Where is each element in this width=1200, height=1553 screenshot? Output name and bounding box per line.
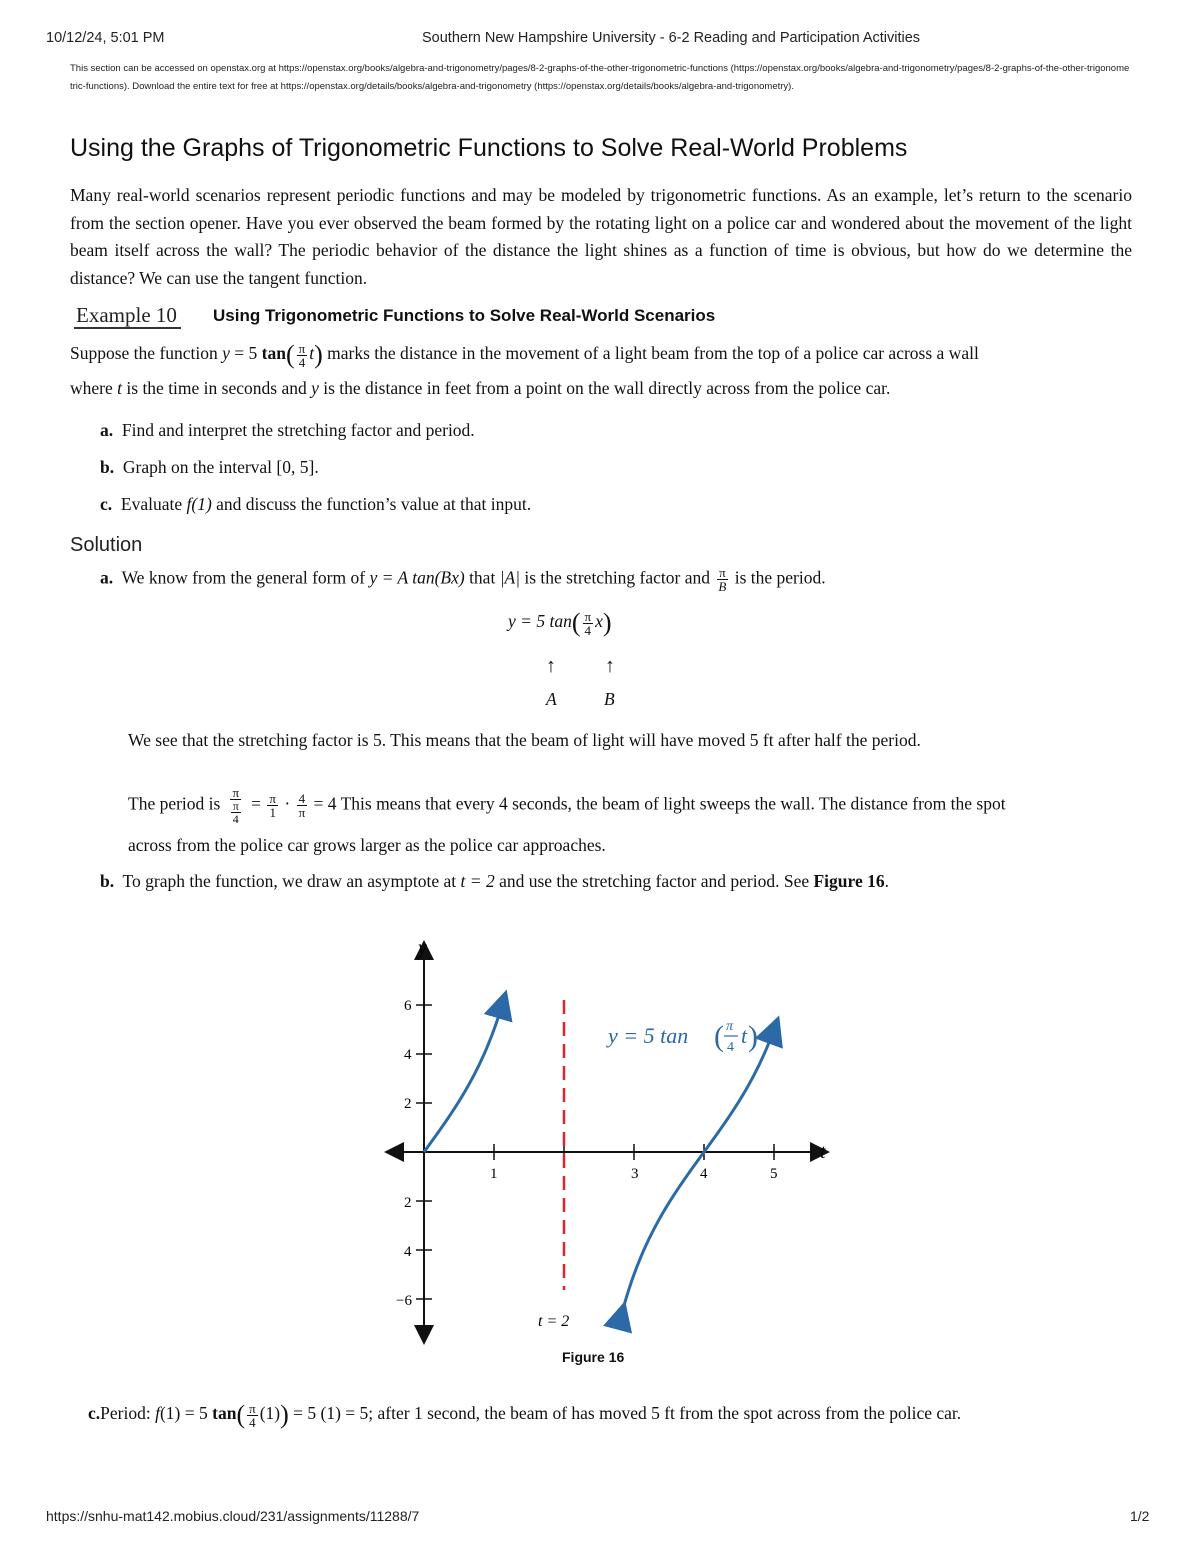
period-line-2: across from the police car grows larger as the police car approaches. bbox=[128, 835, 606, 855]
arrow-A-icon: ↑ bbox=[546, 655, 556, 677]
solution-b-end: . bbox=[884, 871, 889, 891]
period-prefix: The period is bbox=[128, 793, 221, 814]
figure-link[interactable]: Figure 16 bbox=[813, 871, 885, 891]
solution-b-asym: t = 2 bbox=[460, 871, 495, 891]
period-text: This means that every 4 seconds, the beam of light sweeps the wall. The distance from the spot bbox=[340, 793, 1006, 814]
problem-end: is the distance in feet from a point on the wall directly across from the police car. bbox=[323, 378, 891, 398]
asymptote-label: t = 2 bbox=[538, 1313, 570, 1330]
problem-text-after: marks the distance in the movement of a light beam from the top of a police car across a wall bbox=[327, 343, 979, 364]
x-tick-label: 5 bbox=[770, 1166, 778, 1182]
x-tick-label: 3 bbox=[631, 1166, 639, 1182]
y-tick-label: 6 bbox=[404, 998, 412, 1014]
solution-c-end: ft from the spot across from the police car. bbox=[664, 1403, 962, 1424]
footer-url[interactable]: https://snhu-mat142.mobius.cloud/231/assignments/11288/7 bbox=[46, 1508, 420, 1524]
solution-heading: Solution bbox=[70, 534, 143, 556]
y-tick-label: 4 bbox=[404, 1244, 412, 1260]
solution-c-label: c. bbox=[88, 1403, 101, 1424]
item-c-rest: and discuss the function’s value at that input. bbox=[216, 494, 532, 514]
solution-b bbox=[100, 871, 889, 892]
tangent-branch-1 bbox=[424, 1004, 502, 1152]
page-title: Using the Graphs of Trigonometric Functions to Solve Real-World Problems bbox=[70, 134, 908, 162]
problem-where: where bbox=[70, 378, 113, 398]
item-b-interval: [0, 5]. bbox=[276, 457, 319, 477]
solution-a: a. We know from the general form of y = A tan(Bx) that |A| is the stretching factor and $\frac{\pi}{B}$ is the period. bbox=[100, 565, 826, 594]
solution-a-text3: is the stretching factor and bbox=[524, 567, 711, 588]
equation-four: 4 bbox=[727, 1040, 734, 1055]
arrow-B-icon: ↑ bbox=[605, 655, 615, 677]
solution-a-text4: is the period. bbox=[734, 567, 826, 588]
solution-a-formula: y = A tan(Bx) bbox=[369, 567, 465, 588]
solution-a-absA: |A| bbox=[499, 567, 520, 588]
solution-c-mid: = 5 (1) = 5; after bbox=[293, 1403, 410, 1424]
solution-b-text: To graph the function, we draw an asymptote at bbox=[122, 871, 457, 891]
item-c-label: c. bbox=[100, 494, 113, 514]
intro-paragraph: Many real-world scenarios represent periodic functions and may be modeled by trigonometric functions. As an example, let’s return to the scenario from the section opener. Have you ever observed the beam formed by the rotating light on a police car and wondered about the movement of the light beam itself across the wall? The periodic behavior of the distance the light shines as a function of time is obvious, but how do we determine the distance? We can use the tangent function. bbox=[70, 185, 1132, 288]
item-c-func: f(1) bbox=[186, 494, 212, 514]
problem-text-before: Suppose the function bbox=[70, 343, 218, 364]
item-a bbox=[100, 420, 475, 441]
solution-c-text: Period: bbox=[100, 1403, 151, 1424]
problem-line-2: where t is the time in seconds and y is the distance in feet from a point on the wall directly across from the police car. bbox=[70, 378, 891, 398]
solution-c-one: 1 bbox=[413, 1403, 423, 1424]
example-title: Using Trigonometric Functions to Solve Real-World Scenarios bbox=[213, 306, 716, 325]
x-tick-label: 4 bbox=[700, 1166, 708, 1182]
equation-label: y = 5 tan bbox=[608, 1023, 689, 1048]
item-c-text: Evaluate bbox=[120, 494, 183, 514]
item-b bbox=[100, 457, 319, 478]
problem-mid: is the time in seconds and bbox=[126, 378, 307, 398]
tangent-branch-2 bbox=[621, 1030, 774, 1316]
label-A: A bbox=[546, 689, 557, 709]
y-axis-label: y bbox=[418, 937, 427, 959]
y-tick-label: 2 bbox=[404, 1195, 412, 1211]
equation-paren-close: ) bbox=[748, 1020, 758, 1053]
centered-formula: y = 5 tan( $\frac{\pi}{4}$ x) bbox=[508, 608, 612, 638]
solution-a-text2: that bbox=[469, 567, 496, 588]
formula-text: y = 5 tan bbox=[508, 611, 572, 632]
item-b-text: Graph on the interval bbox=[122, 457, 273, 477]
period-result: = 4 bbox=[313, 793, 337, 814]
item-a-text: Find and interpret the stretching factor and period. bbox=[121, 420, 475, 440]
equation-pi: π bbox=[726, 1019, 734, 1034]
solution-c-five: 5 bbox=[651, 1403, 660, 1424]
figure-16-graph bbox=[380, 930, 840, 1350]
period-line: The period is $\frac{\pi}{\frac{\pi}{4}}$ = $\frac{\pi}{1}$ · $\frac{4}{\pi}$ = 4 This means that every 4 seconds, the beam of light sweeps the wall. The distance from the spot bbox=[128, 785, 1006, 826]
x-axis-label: t bbox=[820, 1141, 826, 1163]
solution-b-label: b. bbox=[100, 871, 115, 891]
y-tick-label: 4 bbox=[404, 1047, 412, 1063]
header-datetime: 10/12/24, 5:01 PM bbox=[46, 30, 165, 46]
example-label: Example 10 bbox=[74, 303, 181, 329]
header-title: Southern New Hampshire University - 6-2 Reading and Participation Activities bbox=[422, 30, 921, 46]
item-a-label: a. bbox=[100, 420, 114, 440]
item-b-label: b. bbox=[100, 457, 115, 477]
y-tick-label: 2 bbox=[404, 1096, 412, 1112]
solution-c-text2: second, the beam of has moved bbox=[427, 1403, 647, 1424]
stretch-text: We see that the stretching factor is 5. This means that the beam of light will have moved 5 ft after half the period. bbox=[128, 730, 921, 750]
solution-c: c.Period: f(1) = 5 tan( $\frac{\pi}{4}$ (1)) = 5 (1) = 5; after 1 second, the beam of has moved 5 ft from the spot across from the police car. bbox=[88, 1400, 962, 1430]
problem-line-1: Suppose the function y = 5 tan( $\frac{\pi}{4}$ t) marks the distance in the movement of a light beam from the top of a police car across a wall bbox=[70, 340, 979, 370]
solution-b-text2: and use the stretching factor and period. See bbox=[499, 871, 810, 891]
equation-t: t bbox=[741, 1023, 748, 1048]
source-note: This section can be accessed on openstax.org at https://openstax.org/books/algebra-and-trigonometry/pages/8-2-graphs-of-the-other-trigonometric-functions (https://openstax.org/books/algebra-and-trigonometry/pages/8-2-graphs-of-the-other-trigonometric-functions). Download the entire text for free at https://openstax.org/details/books/algebra-and-trigonometry (https://openstax.org/details/books/algebra-and-trigonometry). bbox=[70, 63, 1130, 92]
x-tick-label: 1 bbox=[490, 1166, 498, 1182]
y-tick-label: −6 bbox=[396, 1293, 412, 1309]
solution-a-label: a. bbox=[100, 567, 114, 588]
solution-a-text1: We know from the general form of bbox=[121, 567, 366, 588]
label-B: B bbox=[604, 689, 615, 709]
figure-caption: Figure 16 bbox=[562, 1349, 625, 1365]
item-c bbox=[100, 494, 531, 515]
footer-page: 1/2 bbox=[1130, 1508, 1150, 1524]
equation-paren-open: ( bbox=[714, 1020, 724, 1053]
